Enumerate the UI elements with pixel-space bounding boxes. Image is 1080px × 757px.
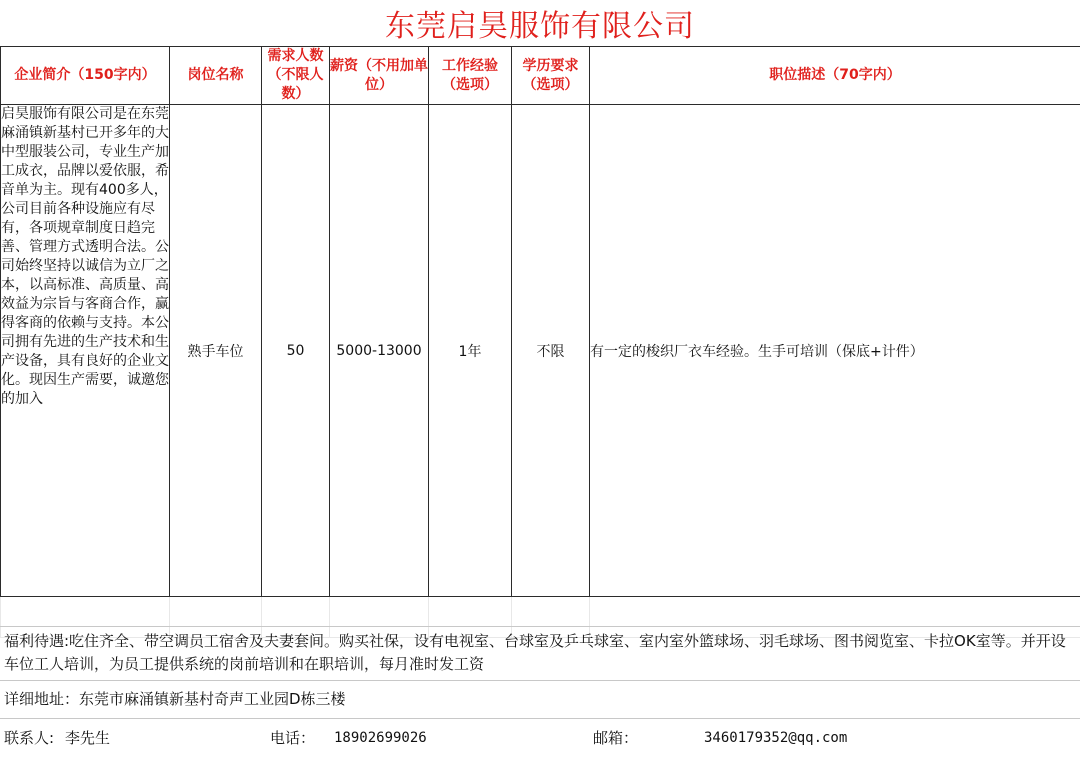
table-row [1, 105, 1080, 597]
headcount: 50 [262, 105, 330, 597]
job-description: 有一定的梭织厂衣车经验。生手可培训（保底+计件） [590, 105, 1080, 597]
header-intro: 企业简介（150字内） [1, 47, 170, 105]
header-count: 需求人数（不限人数） [262, 47, 330, 105]
phone-label: 电话： [270, 719, 315, 757]
experience: 1年 [429, 105, 512, 597]
job-table [0, 46, 1080, 638]
header-row [1, 47, 1080, 105]
header-position: 岗位名称 [170, 47, 262, 105]
address-text: 详细地址：东莞市麻涌镇新基村奇声工业园D栋三楼 [0, 680, 1080, 716]
contact-person: 李先生 [65, 719, 110, 757]
header-experience: 工作经验（选项） [429, 47, 512, 105]
education: 不限 [512, 105, 590, 597]
company-intro: 启昊服饰有限公司是在东莞麻涌镇新基村已开多年的大中型服装公司，专业生产加工成衣，品牌以爱依服，希音单为主。现有400多人，公司目前各种设施应有尽有，各项规章制度日趋完善、管理方式透明合法。公司始终坚持以诚信为立厂之本，以高标准、高质量、高效益为宗旨与客商合作，赢得客商的依赖与支持。本公司拥有先进的生产技术和生产设备，具有良好的企业文化。现因生产需要，诚邀您的加入 [1, 105, 170, 597]
email-address: 3460179352@qq.com [704, 719, 847, 757]
header-description: 职位描述（70字内） [590, 47, 1080, 105]
header-education: 学历要求（选项） [512, 47, 590, 105]
company-title: 东莞启昊服饰有限公司 [0, 0, 1080, 46]
header-salary: 薪资（不用加单位） [330, 47, 429, 105]
contact-row [0, 718, 1080, 756]
benefits-text: 福利待遇:吃住齐全、带空调员工宿舍及夫妻套间。购买社保，设有电视室、台球室及乒乓球室、室内室外篮球场、羽毛球场、图书阅览室、卡拉OK室等。并开设车位工人培训，为员工提供系统的岗前培训和在职培训，每月准时发工资 [0, 626, 1080, 678]
phone-number: 18902699026 [334, 719, 427, 757]
salary: 5000-13000 [330, 105, 429, 597]
contact-person-label: 联系人: [4, 719, 54, 757]
email-label: 邮箱： [593, 719, 638, 757]
position-name: 熟手车位 [170, 105, 262, 597]
